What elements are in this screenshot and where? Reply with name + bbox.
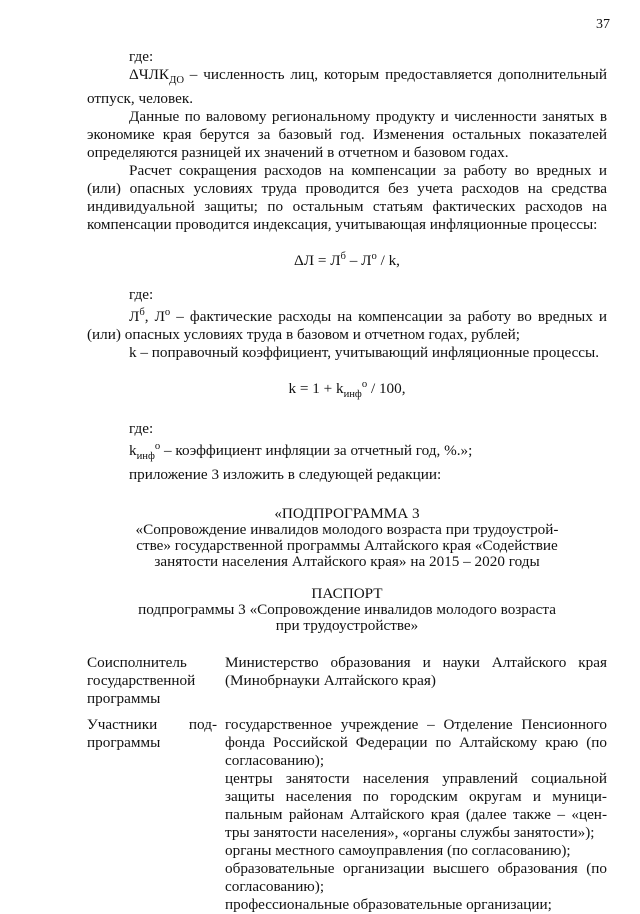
passport-title: ПАСПОРТ подпрограммы 3 «Сопровождение инвалидов молодого возраста при трудоустройстве» <box>138 585 556 635</box>
table-label-participants: Участники под-программы <box>87 716 217 752</box>
passport-table <box>87 654 607 914</box>
participant-item: центры занятости населения управлений социальной защиты населения по городским округам и муници-пальным районам Алтайского края (далее также – «цен-тры занятости населения», «органы службы занятости»); <box>225 770 607 842</box>
where-label: где: <box>129 420 154 438</box>
participant-item: государственное учреждение – Отделение Пенсионного фонда Российской Федерации по Алтайскому краю (по согласованию); <box>225 716 607 770</box>
definition-dchlk: $\Delta ЧЛК_{ДО}$ – численность лиц, которым предоставляется дополнительный отпуск, человек. <box>87 66 607 108</box>
definition-k: k – поправочный коэффициент, учитывающий инфляционные процессы. <box>129 344 600 362</box>
formula-k: $k = 1 + k_{инф}^о / 100$, <box>288 379 406 401</box>
definition-k-inf: $k_{инф}^о$ – коэффициент инфляции за отчетный год, %.»; <box>129 441 473 463</box>
table-label-coexecutor: Соисполнитель государственной программы <box>87 654 196 708</box>
paragraph-base-year: Данные по валовому региональному продукту и численности занятых в экономике края берутся за базовый год. Изменения остальных показателей определяются разницей их значений в отчетном и базовом годах. <box>87 108 607 162</box>
where-label: где: <box>129 286 154 304</box>
page-number: 37 <box>596 17 610 32</box>
table-value-coexecutor: Министерство образования и науки Алтайского края (Минобрнауки Алтайского края) <box>225 654 607 690</box>
table-row <box>87 654 607 708</box>
formula-delta-l: $\Delta Л = Л^б - Л^о / k$, <box>294 251 400 270</box>
definition-l: $Л^б$, $Л^о$ – фактические расходы на компенсации за работу во вредных и (или) опасных условиях труда в базовом и отчетном годах, рублей; <box>87 307 607 344</box>
document-body <box>87 48 607 914</box>
paragraph-calculation: Расчет сокращения расходов на компенсации за работу во вредных и (или) опасных условиях труда проводится без учета расходов на средства индивидуальной защиты; по остальным статьям фактических расходов на компенсации проводится индексация, учитывающая инфляционные процессы: <box>87 162 607 234</box>
table-row <box>87 716 607 914</box>
participant-item: образовательные организации высшего образования (по согласованию); <box>225 860 607 896</box>
participant-item: профессиональные образовательные организации; <box>225 896 552 914</box>
subprogram-title: «ПОДПРОГРАММА 3 «Сопровождение инвалидов молодого возраста при трудоустрой- стве» государственной программы Алтайского края «Содействие занятости населения Алтайского края» на 2015 – 2020 годы <box>135 505 559 571</box>
participant-item: органы местного самоуправления (по согласованию); <box>225 842 571 860</box>
appendix-instruction: приложение 3 изложить в следующей редакции: <box>129 466 442 484</box>
where-label: где: <box>129 48 154 65</box>
